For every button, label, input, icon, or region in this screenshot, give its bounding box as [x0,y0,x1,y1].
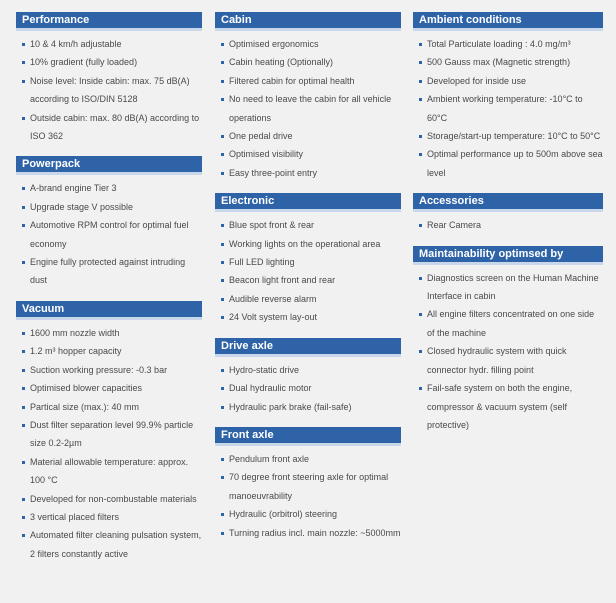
list-item: Closed hydraulic system with quick connector hydr. filling point [413,342,603,379]
list-item: Noise level: Inside cabin: max. 75 dB(A) according to ISO/DIN 5128 [16,72,202,109]
list-item: 1600 mm nozzle width [16,324,202,342]
section-vacuum [16,301,202,563]
spec-list [16,35,202,145]
list-item: 1.2 m³ hopper capacity [16,342,202,360]
spec-list [215,361,401,416]
list-item: Hydraulic (orbitrol) steering [215,505,401,523]
section-header: Front axle [215,427,401,446]
list-item: Pendulum front axle [215,450,401,468]
list-item: Developed for non-combustable materials [16,490,202,508]
list-item: Partical size (max.): 40 mm [16,398,202,416]
spec-list [413,216,603,234]
list-item: Optimal performance up to 500m above sea level [413,145,603,182]
section-header: Performance [16,12,202,31]
section-maintainability [413,246,603,435]
list-item: Hydraulic park brake (fail-safe) [215,398,401,416]
section-header: Drive axle [215,338,401,357]
spec-list [215,450,401,542]
list-item: Audible reverse alarm [215,290,401,308]
spec-list [16,324,202,563]
list-item: No need to leave the cabin for all vehicle operations [215,90,401,127]
list-item: Beacon light front and rear [215,271,401,289]
section-accessories [413,193,603,234]
list-item: 10% gradient (fully loaded) [16,53,202,71]
list-item: Turning radius incl. main nozzle: ~5000mm [215,524,401,542]
section-header: Ambient conditions [413,12,603,31]
column-2 [215,12,401,553]
list-item: Diagnostics screen on the Human Machine Interface in cabin [413,269,603,306]
spec-list [215,216,401,326]
list-item: Optimised visibility [215,145,401,163]
list-item: Full LED lighting [215,253,401,271]
spec-list [16,179,202,289]
column-3 [413,12,603,445]
section-cabin [215,12,401,182]
list-item: 10 & 4 km/h adjustable [16,35,202,53]
spec-list [215,35,401,182]
section-ambient-conditions [413,12,603,182]
list-item: Suction working pressure: -0.3 bar [16,361,202,379]
spec-list [413,269,603,435]
list-item: A-brand engine Tier 3 [16,179,202,197]
section-electronic [215,193,401,326]
list-item: Dual hydraulic motor [215,379,401,397]
spec-list [413,35,603,182]
list-item: 3 vertical placed filters [16,508,202,526]
list-item: Developed for inside use [413,72,603,90]
list-item: Hydro-static drive [215,361,401,379]
list-item: Fail-safe system on both the engine, compressor & vacuum system (self protective) [413,379,603,434]
list-item: Material allowable temperature: approx. 100 °C [16,453,202,490]
section-header: Accessories [413,193,603,212]
list-item: 500 Gauss max (Magnetic strength) [413,53,603,71]
column-1 [16,12,202,574]
section-powerpack [16,156,202,289]
list-item: Filtered cabin for optimal health [215,72,401,90]
section-header: Electronic [215,193,401,212]
list-item: Working lights on the operational area [215,235,401,253]
list-item: Cabin heating (Optionally) [215,53,401,71]
list-item: Storage/start-up temperature: 10°C to 50°C [413,127,603,145]
list-item: Total Particulate loading : 4.0 mg/m³ [413,35,603,53]
list-item: Blue spot front & rear [215,216,401,234]
list-item: 70 degree front steering axle for optimal manoeuvrability [215,468,401,505]
list-item: Engine fully protected against intruding dust [16,253,202,290]
section-performance [16,12,202,145]
list-item: Optimised ergonomics [215,35,401,53]
list-item: Upgrade stage V possible [16,198,202,216]
list-item: One pedal drive [215,127,401,145]
list-item: Optimised blower capacities [16,379,202,397]
list-item: Automated filter cleaning pulsation system, 2 filters constantly active [16,526,202,563]
list-item: Ambient working temperature: -10°C to 60°C [413,90,603,127]
section-header: Cabin [215,12,401,31]
list-item: Dust filter separation level 99.9% particle size 0.2-2µm [16,416,202,453]
list-item: Easy three-point entry [215,164,401,182]
section-front-axle [215,427,401,542]
list-item: Outside cabin: max. 80 dB(A) according to ISO 362 [16,109,202,146]
list-item: Rear Camera [413,216,603,234]
list-item: Automotive RPM control for optimal fuel economy [16,216,202,253]
section-header: Vacuum [16,301,202,320]
list-item: 24 Volt system lay-out [215,308,401,326]
section-header: Powerpack [16,156,202,175]
section-header: Maintainability optimsed by [413,246,603,265]
list-item: All engine filters concentrated on one side of the machine [413,305,603,342]
section-drive-axle [215,338,401,416]
